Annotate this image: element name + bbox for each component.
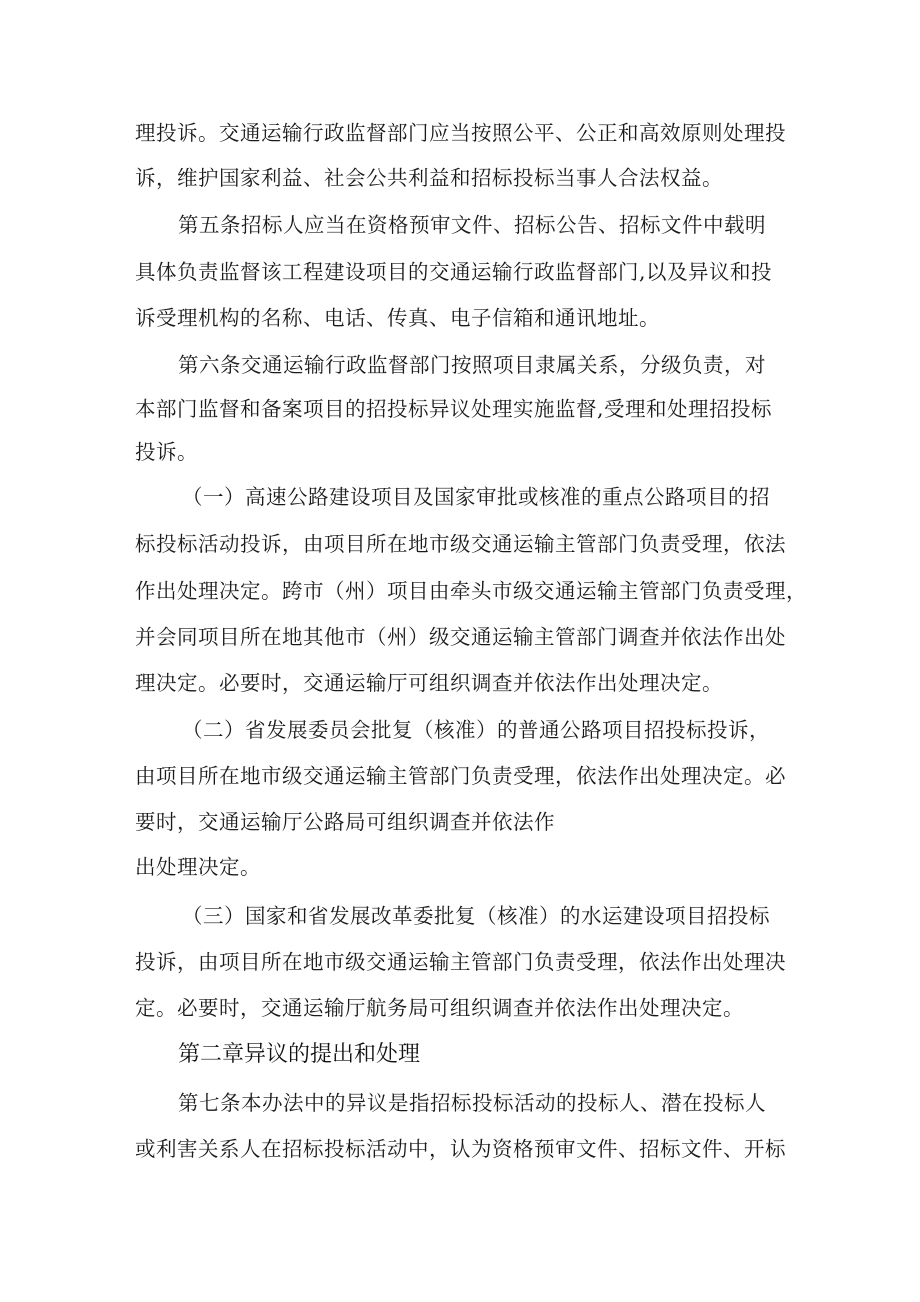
paragraph-item-1: （一）高速公路建设项目及国家审批或核准的重点公路项目的招: [182, 485, 770, 509]
chapter-heading: 第二章异议的提出和处理: [178, 1042, 421, 1067]
paragraph-item-3: （三）国家和省发展改革委批复（核准）的水运建设项目招投标: [182, 904, 770, 928]
text-line: 本部门监督和备案项目的招投标异议处理实施监督,受理和处理招投标: [135, 397, 773, 421]
text-line: 由项目所在地市级交通运输主管部门负责受理，依法作出处理决定。必: [135, 764, 786, 788]
text-line: 出处理决定。: [135, 855, 261, 879]
text-line: 作出处理决定。跨市（州）项目由牵头市级交通运输主管部门负责受理，: [135, 579, 807, 603]
text-line: 要时，交通运输厅公路局可组织调查并依法作: [135, 810, 555, 834]
paragraph-article-5: 第五条招标人应当在资格预审文件、招标公告、招标文件中载明: [178, 213, 766, 237]
text-line: 标投标活动投诉，由项目所在地市级交通运输主管部门负责受理，依法: [135, 532, 786, 556]
text-line: 具体负责监督该工程建设项目的交通运输行政监督部门,以及异议和投: [135, 260, 773, 284]
text-line: 定。必要时，交通运输厅航务局可组织调查并依法作出处理决定。: [135, 996, 744, 1020]
text-line: 或利害关系人在招标投标活动中，认为资格预审文件、招标文件、开标: [135, 1137, 786, 1161]
text-line: 理投诉。交通运输行政监督部门应当按照公平、公正和高效原则处理投: [135, 121, 786, 145]
text-line: 并会同项目所在地其他市（州）级交通运输主管部门调查并依法作出处: [135, 625, 786, 649]
text-line: 诉受理机构的名称、电话、传真、电子信箱和通讯地址。: [135, 306, 660, 330]
paragraph-article-6: 第六条交通运输行政监督部门按照项目隶属关系，分级负责，对: [178, 353, 766, 377]
text-line: 理决定。必要时，交通运输厅可组织调查并依法作出处理决定。: [135, 671, 723, 695]
text-line: 诉，维护国家利益、社会公共利益和招标投标当事人合法权益。: [135, 166, 723, 190]
text-line: 投诉，由项目所在地市级交通运输主管部门负责受理，依法作出处理决: [135, 950, 786, 974]
paragraph-article-7: 第七条本办法中的异议是指招标投标活动的投标人、潜在投标人: [178, 1091, 766, 1115]
paragraph-item-2: （二）省发展委员会批复（核准）的普通公路项目招投标投诉，: [182, 718, 770, 742]
text-line: 投诉。: [135, 440, 198, 464]
